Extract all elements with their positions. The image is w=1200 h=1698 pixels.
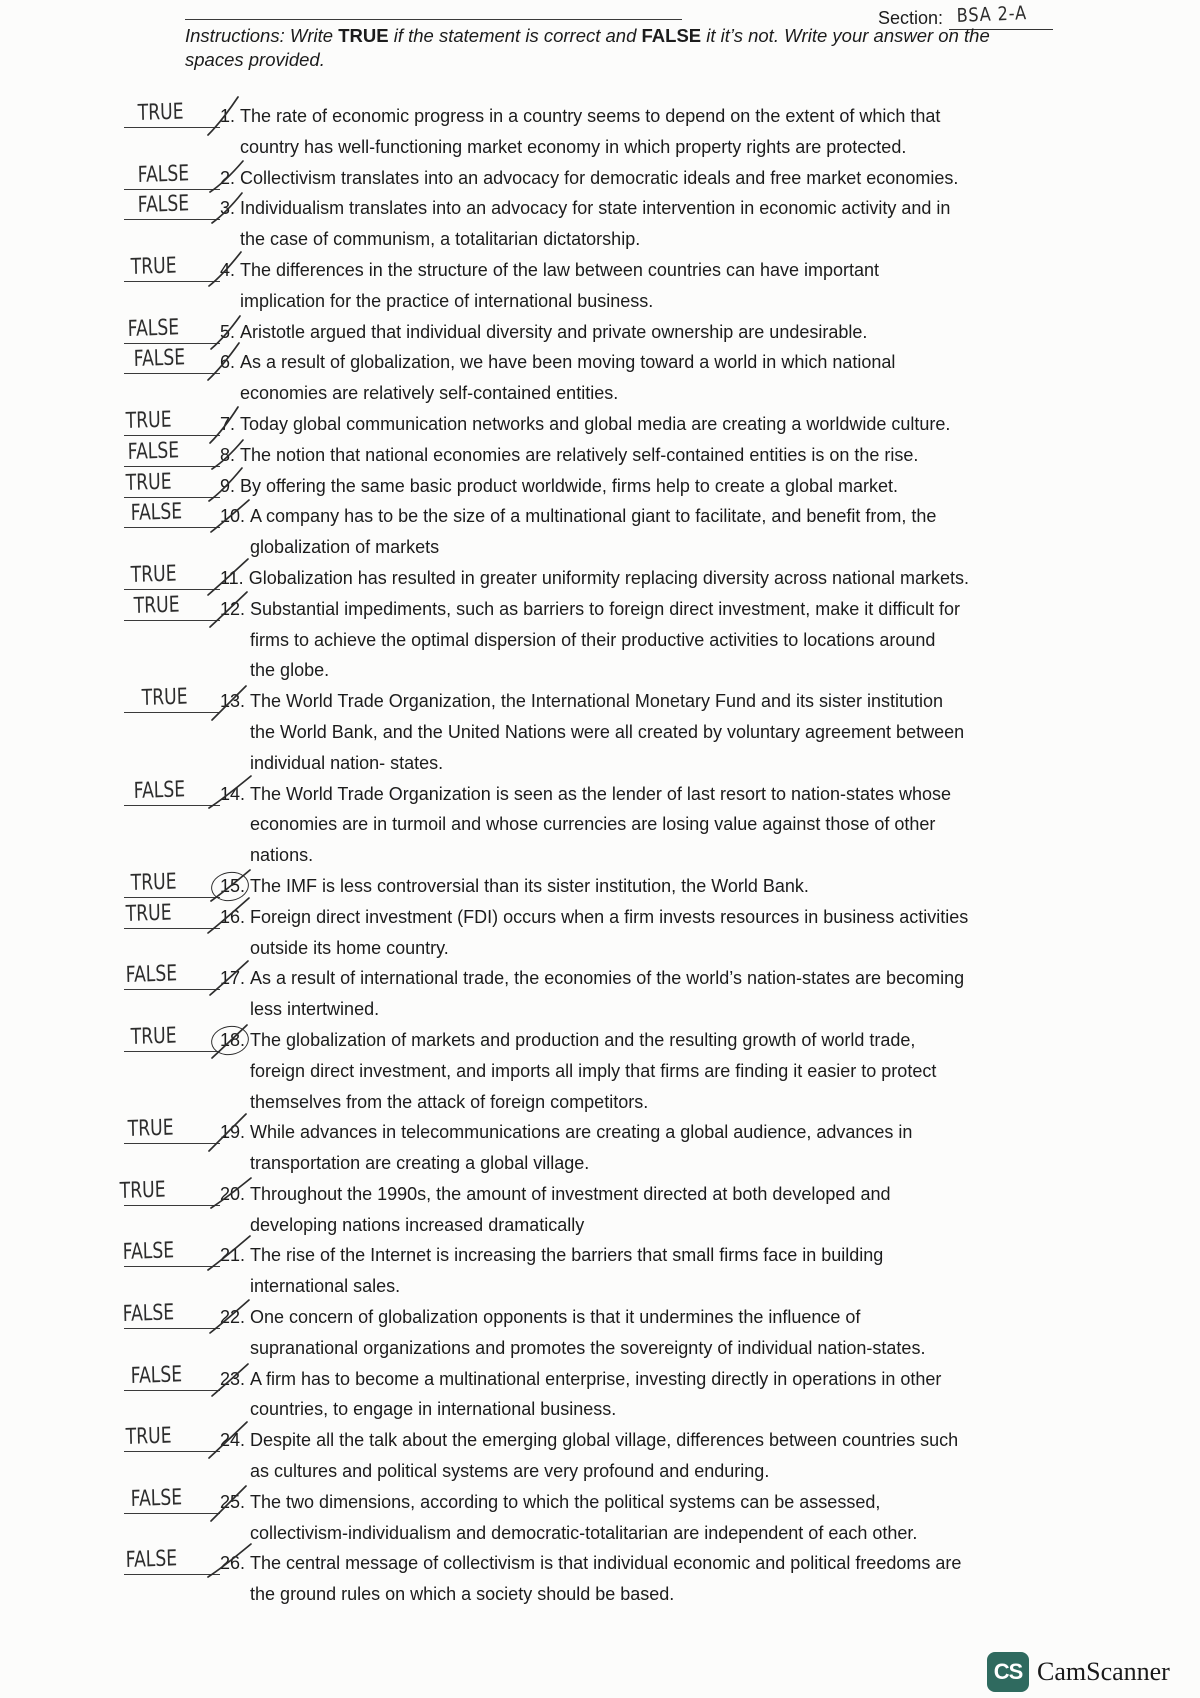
answer-blank [124, 1025, 220, 1052]
question-statement [250, 779, 951, 871]
handwritten-answer: TRUE [141, 684, 188, 712]
question-number: 14. [220, 783, 246, 804]
handwritten-answer: TRUE [125, 469, 172, 496]
question-number: 9. [220, 475, 236, 496]
question-number: 21. [220, 1245, 246, 1266]
question-statement [250, 1240, 883, 1302]
handwritten-answer: FALSE [127, 438, 180, 465]
question-item [0, 1302, 1200, 1364]
question-statement [240, 163, 958, 194]
statement-line: country has well-functioning market economy in which property rights are protected. [240, 136, 907, 157]
question-number: 3. [220, 198, 236, 219]
statement-line: economies are in turmoil and whose currencies are losing value against those of other [250, 814, 936, 835]
question-statement [240, 317, 867, 348]
question-number: 19. [220, 1122, 246, 1143]
answer-blank [124, 776, 220, 806]
statement-line: developing nations increased dramatically [250, 1214, 585, 1235]
handwritten-answer: TRUE [137, 99, 184, 126]
statement-line: the World Bank, and the United Nations were all created by voluntary agreement between [250, 721, 965, 742]
question-number: 22. [220, 1307, 246, 1328]
answer-blank [124, 314, 220, 344]
question-item [0, 1548, 1200, 1610]
question-statement [250, 1364, 941, 1426]
statement-line: The IMF is less controversial than its sister institution, the World Bank. [250, 875, 809, 896]
statement-line: The differences in the structure of the law between countries can have important [240, 259, 880, 280]
statement-line: the case of communism, a totalitarian dictatorship. [240, 229, 641, 250]
statement-line: globalization of markets [250, 537, 440, 558]
statement-line: less intertwined. [250, 999, 380, 1020]
question-number: 5. [220, 321, 236, 342]
question-number: 11. [220, 567, 244, 588]
statement-line: foreign direct investment, and imports all imply that firms are finding it easier to protect [250, 1060, 937, 1081]
handwritten-answer: FALSE [133, 345, 186, 373]
handwritten-answer: TRUE [127, 1115, 174, 1143]
answer-blank [124, 440, 220, 467]
answer-blank [124, 1302, 220, 1329]
statement-line: As a result of globalization, we have been moving toward a world in which national [240, 352, 896, 373]
instructions-text: if the statement is correct and [388, 25, 642, 46]
question-item [0, 409, 1200, 440]
instructions-label: Instructions: [185, 25, 285, 46]
handwritten-answer: TRUE [130, 1023, 177, 1050]
question-item [0, 594, 1200, 686]
instructions-line-2: spaces provided. [185, 49, 325, 70]
true-keyword: TRUE [338, 25, 389, 46]
handwritten-answer: FALSE [125, 961, 178, 989]
question-number: 4. [220, 259, 236, 280]
answer-blank [124, 471, 220, 498]
statement-line: Foreign direct investment (FDI) occurs when a firm invests resources in business activities [250, 906, 969, 927]
instructions-line-1 [185, 24, 990, 48]
question-statement [240, 409, 950, 440]
statement-line: As a result of international trade, the economies of the world’s nation-states are becoming [250, 968, 965, 989]
question-item [0, 871, 1200, 902]
question-number: 13. [220, 691, 246, 712]
handwritten-answer: FALSE [130, 1361, 183, 1389]
question-number: 12. [220, 598, 246, 619]
statement-line: Despite all the talk about the emerging global village, differences between countries such [250, 1430, 959, 1451]
statement-line: Collectivism translates into an advocacy for democratic ideals and free market economies. [240, 167, 959, 188]
answer-blank [124, 686, 220, 713]
answer-blank [124, 160, 220, 190]
statement-line: firms to achieve the optimal dispersion of their productive activities to locations around [250, 629, 936, 650]
statement-line: countries, to engage in international business. [250, 1399, 617, 1420]
statement-line: as cultures and political systems are very profound and enduring. [250, 1461, 770, 1482]
handwritten-answer: TRUE [125, 900, 172, 927]
question-item [0, 1117, 1200, 1179]
handwritten-answer: TRUE [125, 1423, 172, 1451]
question-statement [240, 347, 895, 409]
answer-blank [124, 871, 220, 898]
question-statement [250, 1548, 961, 1610]
statement-line: The World Trade Organization is seen as the lender of last resort to nation-states whose [250, 783, 952, 804]
statement-line: economies are relatively self-contained entities. [240, 383, 619, 404]
statement-line: While advances in telecommunications are creating a global audience, advances in [250, 1122, 913, 1143]
answer-blank [119, 1177, 220, 1206]
answer-blank [124, 594, 220, 621]
statement-line: transportation are creating a global village. [250, 1153, 590, 1174]
instructions [185, 24, 990, 72]
statement-line: The central message of collectivism is that individual economic and political freedoms are [250, 1553, 962, 1574]
statement-line: themselves from the attack of foreign competitors. [250, 1091, 649, 1112]
answer-blank [124, 563, 220, 590]
question-statement [250, 1425, 958, 1487]
statement-line: Globalization has resulted in greater uniformity replacing diversity across national markets. [248, 567, 970, 588]
answer-blank [124, 347, 220, 374]
question-item [0, 347, 1200, 409]
statement-line: Substantial impediments, such as barriers to foreign direct investment, make it difficult for [250, 598, 961, 619]
section-value-handwritten: BSA 2-A [956, 2, 1028, 27]
question-item [0, 563, 1200, 594]
question-statement [240, 193, 950, 255]
statement-line: collectivism-individualism and democratic-totalitarian are independent of each other. [250, 1522, 918, 1543]
handwritten-answer: TRUE [133, 592, 180, 619]
statement-line: Throughout the 1990s, the amount of investment directed at both developed and [250, 1183, 891, 1204]
answer-blank [124, 1240, 220, 1267]
question-item [0, 440, 1200, 471]
question-number: 25. [220, 1491, 246, 1512]
question-number: 15. [220, 875, 246, 896]
question-number: 26. [220, 1553, 246, 1574]
question-item [0, 314, 1200, 348]
answer-blank [124, 255, 220, 282]
statement-line: A firm has to become a multinational enterprise, investing directly in operations in other [250, 1368, 942, 1389]
handwritten-answer: FALSE [137, 191, 190, 219]
question-statement [240, 440, 918, 471]
question-number: 10. [220, 506, 246, 527]
handwritten-answer: FALSE [125, 1546, 178, 1574]
handwritten-answer: TRUE [130, 253, 177, 280]
question-item [0, 686, 1200, 778]
answer-blank [124, 101, 220, 128]
question-number: 24. [220, 1430, 246, 1451]
question-statement [250, 686, 964, 778]
question-statement [250, 1487, 917, 1549]
question-item [0, 501, 1200, 563]
statement-line: individual nation- states. [250, 752, 444, 773]
question-number: 18. [220, 1029, 246, 1050]
answer-blank [124, 1425, 220, 1452]
answer-blank [124, 193, 220, 220]
question-statement [250, 1179, 890, 1241]
statement-line: Individualism translates into an advocacy for state intervention in economic activity and in [240, 198, 951, 219]
camscanner-logo-text: CS [993, 1659, 1023, 1684]
question-statement [250, 1025, 936, 1117]
question-statement [250, 594, 960, 686]
question-statement [240, 255, 879, 317]
camscanner-watermark [987, 1651, 1170, 1693]
question-statement [250, 871, 809, 902]
statement-line: implication for the practice of international business. [240, 290, 654, 311]
answer-blank [124, 963, 220, 990]
handwritten-answer: TRUE [130, 869, 177, 896]
question-item [0, 160, 1200, 194]
camscanner-brand: CamScanner [1037, 1657, 1170, 1686]
question-item [0, 471, 1200, 502]
question-statement [240, 101, 940, 163]
question-statement [250, 501, 936, 563]
statement-line: The notion that national economies are relatively self-contained entities is on the rise. [240, 444, 919, 465]
handwritten-answer: TRUE [119, 1177, 166, 1204]
question-number: 2. [220, 167, 236, 188]
question-statement [250, 902, 968, 964]
handwritten-answer: FALSE [133, 776, 186, 804]
statement-line: The globalization of markets and production and the resulting growth of world trade, [250, 1029, 916, 1050]
instructions-text: Write [284, 25, 339, 46]
question-number: 7. [220, 413, 236, 434]
handwritten-answer: FALSE [130, 499, 183, 527]
instructions-text: it it’s not. Write your answer on the [701, 25, 990, 46]
statement-line: A company has to be the size of a multinational giant to facilitate, and benefit from, the [250, 506, 937, 527]
answer-blank [124, 409, 220, 436]
answer-blank [124, 1117, 220, 1144]
handwritten-answer: FALSE [130, 1485, 183, 1512]
handwritten-answer: FALSE [122, 1300, 175, 1328]
question-number: 17. [220, 968, 246, 989]
statement-line: The rise of the Internet is increasing the barriers that small firms face in building [250, 1245, 884, 1266]
answer-blank [124, 1361, 220, 1391]
question-list [0, 101, 1200, 1610]
statement-line: the globe. [250, 660, 330, 681]
question-item [0, 193, 1200, 255]
statement-line: outside its home country. [250, 937, 449, 958]
statement-line: Aristotle argued that individual diversity and private ownership are undesirable. [240, 321, 868, 342]
name-line [185, 19, 682, 20]
question-item [0, 1425, 1200, 1487]
statement-line: international sales. [250, 1276, 401, 1297]
handwritten-answer: FALSE [122, 1238, 175, 1266]
question-item [0, 902, 1200, 964]
question-statement [250, 963, 964, 1025]
question-item [0, 1361, 1200, 1426]
statement-line: Today global communication networks and global media are creating a worldwide culture. [240, 413, 951, 434]
handwritten-answer: FALSE [137, 160, 190, 188]
question-item [0, 963, 1200, 1025]
question-item [0, 1240, 1200, 1302]
statement-line: By offering the same basic product worldwide, firms help to create a global market. [240, 475, 898, 496]
question-statement [250, 1117, 912, 1179]
handwritten-answer: TRUE [125, 407, 172, 434]
section-label: Section: [878, 8, 944, 28]
answer-blank [124, 1487, 220, 1514]
camscanner-logo-icon [987, 1652, 1029, 1692]
question-number: 1. [220, 106, 236, 126]
question-number: 8. [220, 444, 236, 465]
statement-line: the ground rules on which a society should be based. [250, 1584, 675, 1605]
statement-line: The rate of economic progress in a country seems to depend on the extent of which that [240, 106, 941, 126]
handwritten-answer: FALSE [127, 314, 180, 342]
question-number: 16. [220, 906, 246, 927]
question-item [0, 101, 1200, 163]
question-item [0, 1179, 1200, 1241]
statement-line: The two dimensions, according to which the political systems can be assessed, [250, 1491, 881, 1512]
question-statement [240, 471, 898, 502]
statement-line: nations. [250, 845, 314, 866]
false-keyword: FALSE [641, 25, 702, 46]
answer-blank [124, 1548, 220, 1575]
question-number: 20. [220, 1183, 246, 1204]
statement-line: The World Trade Organization, the International Monetary Fund and its sister institution [250, 691, 944, 712]
question-statement [250, 1302, 925, 1364]
question-statement [249, 563, 969, 594]
question-number: 23. [220, 1368, 246, 1389]
question-item [0, 255, 1200, 317]
question-item [0, 1487, 1200, 1549]
answer-blank [124, 501, 220, 528]
question-item [0, 776, 1200, 871]
statement-line: supranational organizations and promotes the sovereignty of individual nation-states. [250, 1337, 926, 1358]
answer-blank [124, 902, 220, 929]
question-item [0, 1025, 1200, 1117]
handwritten-answer: TRUE [130, 561, 177, 588]
question-number: 6. [220, 352, 236, 373]
statement-line: One concern of globalization opponents is that it undermines the influence of [250, 1307, 861, 1328]
